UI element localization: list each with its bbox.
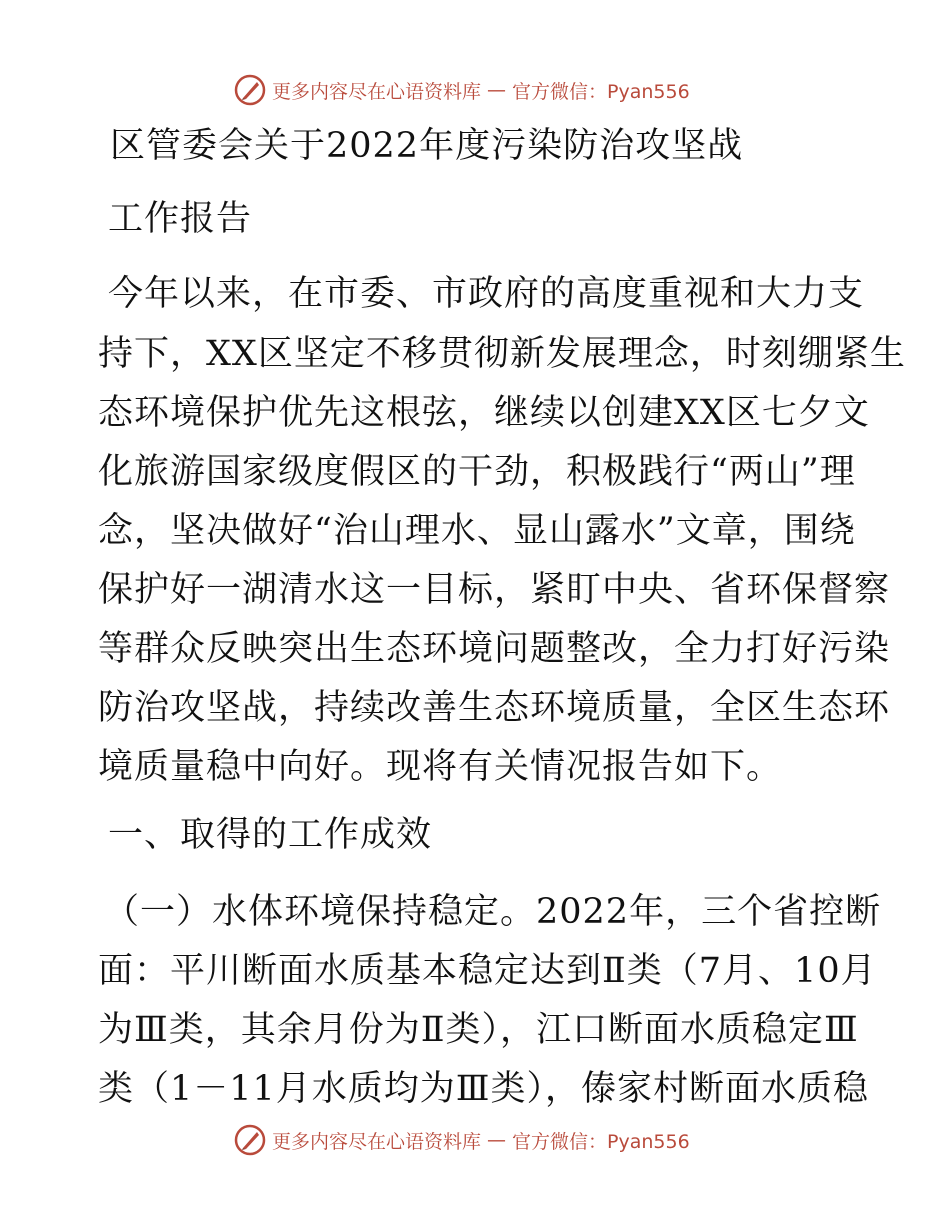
intro-line-1: 今年以来，在市委、市政府的高度重视和大力支 bbox=[108, 274, 865, 314]
watermark-suffix: 官方微信：Pyan556 bbox=[512, 80, 690, 103]
section-heading: 一、取得的工作成效 bbox=[108, 815, 433, 855]
watermark-header bbox=[234, 73, 690, 107]
intro-line-3: 态环境保护优先这根弦，继续以创建XX区七夕文 bbox=[98, 393, 870, 433]
watermark-separator: — bbox=[487, 79, 507, 101]
subsection-line-2: 面：平川断面水质基本稳定达到Ⅱ类（7月、10月 bbox=[98, 951, 877, 991]
intro-line-4: 化旅游国家级度假区的干劲，积极践行“两山”理 bbox=[98, 452, 856, 492]
intro-line-7: 等群众反映突出生态环境问题整改，全力打好污染 bbox=[98, 629, 891, 669]
intro-line-6: 保护好一湖清水这一目标，紧盯中央、省环保督察 bbox=[98, 570, 891, 610]
quill-logo-icon bbox=[234, 74, 266, 106]
intro-line-8: 防治攻坚战，持续改善生态环境质量，全区生态环 bbox=[98, 688, 891, 728]
intro-line-5: 念，坚决做好“治山理水、显山露水”文章，围绕 bbox=[98, 511, 856, 551]
quill-logo-icon bbox=[234, 1124, 266, 1156]
watermark-suffix: 官方微信：Pyan556 bbox=[512, 1130, 690, 1153]
intro-line-9: 境质量稳中向好。现将有关情况报告如下。 bbox=[98, 747, 783, 787]
subsection-line-1: （一）水体环境保持稳定。2022年，三个省控断 bbox=[104, 892, 882, 932]
watermark-footer bbox=[234, 1123, 690, 1157]
document-title-line-2: 工作报告 bbox=[108, 199, 253, 239]
watermark-separator: — bbox=[487, 1129, 507, 1151]
subsection-line-4: 类（1－11月水质均为Ⅲ类），傣家村断面水质稳 bbox=[98, 1069, 870, 1109]
intro-line-2: 持下，XX区坚定不移贯彻新发展理念，时刻绷紧生 bbox=[98, 334, 906, 374]
subsection-line-3: 为Ⅲ类，其余月份为Ⅱ类），江口断面水质稳定Ⅲ bbox=[98, 1010, 859, 1050]
watermark-text: 更多内容尽在心语资料库 bbox=[272, 1130, 482, 1153]
document-title-line-1: 区管委会关于2022年度污染防治攻坚战 bbox=[110, 126, 744, 166]
watermark-text: 更多内容尽在心语资料库 bbox=[272, 80, 482, 103]
